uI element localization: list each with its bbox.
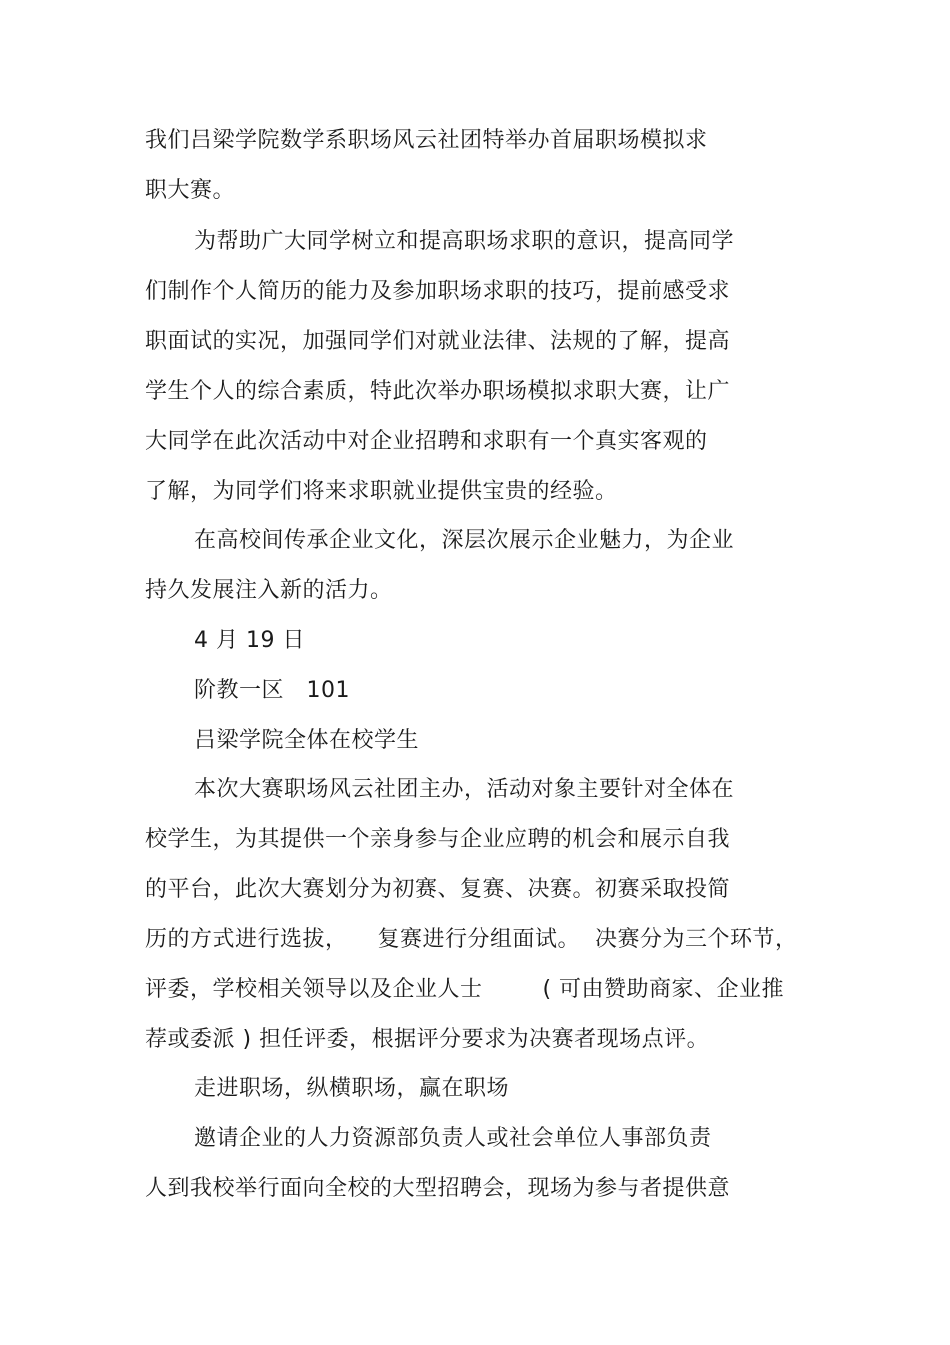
body-text-line: 邀请企业的人力资源部负责人或社会单位人事部负责 xyxy=(194,1126,712,1151)
body-text-line: 校学生，为其提供一个亲身参与企业应聘的机会和展示自我 xyxy=(145,827,731,852)
location-line: 阶教一区 101 xyxy=(194,678,350,703)
body-text-line: 我们吕梁学院数学系职场风云社团特举办首届职场模拟求 xyxy=(145,128,708,153)
body-text-line: 本次大赛职场风云社团主办，活动对象主要针对全体在 xyxy=(194,777,735,802)
body-text-line: 学生个人的综合素质，特此次举办职场模拟求职大赛，让广 xyxy=(145,379,731,404)
audience-line: 吕梁学院全体在校学生 xyxy=(194,728,420,753)
body-text-line: 历的方式进行选拔， 复赛进行分组面试。 决赛分为三个环节， xyxy=(145,927,798,952)
body-text-line: 持久发展注入新的活力。 xyxy=(145,578,393,603)
body-text-line: 了解，为同学们将来求职就业提供宝贵的经验。 xyxy=(145,479,618,504)
body-text-line: 为帮助广大同学树立和提高职场求职的意识，提高同学 xyxy=(194,229,735,254)
body-text-line: 在高校间传承企业文化，深层次展示企业魅力，为企业 xyxy=(194,528,735,553)
body-text-line: 们制作个人简历的能力及参加职场求职的技巧，提前感受求 xyxy=(145,279,731,304)
body-text-line: 评委，学校相关领导以及企业人士 ( 可由赞助商家、企业推 xyxy=(145,977,785,1002)
body-text-line: 人到我校举行面向全校的大型招聘会，现场为参与者提供意 xyxy=(145,1176,731,1201)
body-text-line: 职大赛。 xyxy=(145,178,236,203)
slogan-line: 走进职场，纵横职场，赢在职场 xyxy=(194,1076,510,1101)
body-text-line: 荐或委派 ) 担任评委，根据评分要求为决赛者现场点评。 xyxy=(145,1027,710,1052)
body-text-line: 大同学在此次活动中对企业招聘和求职有一个真实客观的 xyxy=(145,429,708,454)
body-text-line: 的平台，此次大赛划分为初赛、复赛、决赛。初赛采取投简 xyxy=(145,877,731,902)
body-text-line: 职面试的实况，加强同学们对就业法律、法规的了解，提高 xyxy=(145,329,731,354)
date-line: 4 月 19 日 xyxy=(194,628,305,653)
